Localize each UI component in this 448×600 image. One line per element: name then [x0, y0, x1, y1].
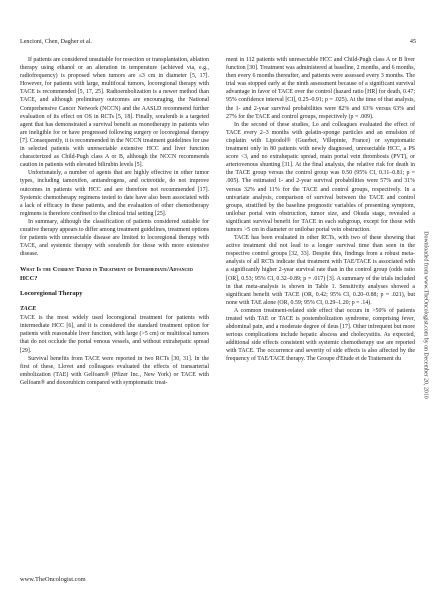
download-watermark-text: Downloaded from www.TheOncologist.com by on December 20, 2010 — [423, 231, 429, 399]
subheading: Locoregional Therapy — [20, 290, 83, 298]
download-watermark — [421, 120, 431, 510]
paragraph: ment in 112 patients with unresectable HCC and Child-Pugh class A or B liver function [30]. Treatment was administered at baseline, 2 months, and 6 months, then every 6 months thereafter, and patients were assessed every 3 months. The trial was stopped early at the ninth assessment because of a significant survival advantage in favor of TACE over the control (hazard ratio [HR] for death, 0.47; 95% confidence interval [CI], 0.25–0.91; p = .025). At the time of that analysis, the 1- and 2-year survival probabilities were 82% and 63% versus 63% and 27% for the TACE and control groups, respectively (p = .009). — [226, 57, 415, 120]
subsubheading: TACE — [20, 305, 37, 313]
paragraph: In the second of these studies, Lo and colleagues evaluated the effect of TACE every 2–3 months with gelatin-sponge particles and an emulsion of cisplatin with Lipiodol® (Guerbet, Villepinte, France) or symptomatic treatment only in 80 patients with newly diagnosed, unresectable HCC, a PS score <3, and no extrahepatic spread, main portal vein thrombosis (PVT), or arteriovenous shunting [31]. At the final analysis, the relative risk for death in the TACE group versus the control group was 0.50 (95% CI, 0.31–0.81; p = .005). The estimated 1- and 2-year survival probabilities were 57% and 31% versus 32% and 11% for the TACE and control groups, respectively. In a univariate analysis, comparison of survival between the TACE and control groups, stratified by the baseline prognostic variables of presenting symptom, unilobar portal vein obstruction, tumor size, and Okuda stage, revealed a significant survival benefit for TACE in each subgroup, except for those with tumors >5 cm in diameter or unilobar portal vein obstruction. — [226, 121, 415, 233]
paragraph: A common treatment-related side effect that occurs in >50% of patients treated with TAE or TACE is postembolization syndrome, comprising fever, abdominal pain, and a moderate degree of ileus [17]. Other infrequent but more serious complications include hepatic abscess and cholecystitis. As expected, additional side effects consistent with systemic chemotherapy use are reported with TACE. The occurrence and severity of side effects is also affected by the frequency of TAE/TACE therapy. The Groupe d'Etude et de Traitement du — [226, 307, 415, 363]
right-column — [226, 56, 415, 364]
paragraph: In summary, although the classification of patients considered suitable for curative therapy appears to differ among treatment guidelines, treatment options for patients with unresectable disease are limited to locoregional therapy with TACE, and systemic therapy with sorafenib for those with more extensive disease. — [20, 218, 209, 258]
section-heading: What Is the Current Trend in Treatment of Intermediate/Advanced HCC? — [20, 266, 193, 282]
paragraph: Unfortunately, a number of agents that are highly effective in other tumor types, including tamoxifen, antiandrogens, and octreotide, do not improve outcomes in patients with HCC and are therefore not recommended [17]. Systemic chemotherapy regimens tested to date have also been associated with a lack of efficacy in these patients, and the evaluation of other chemotherapy regimens is therefore confined to the clinical trial setting [25]. — [20, 170, 209, 217]
paragraph: TACE has been evaluated in other RCTs, with two of these showing that active treatment did not lead to a longer survival time than seen in the respective control groups [32, 33]. Despite this, findings from a robust meta-analysis of all RCTs indicate that treatment with TAE/TACE is associated with a significantly higher 2-year survival rate than in the control group (odds ratio [OR], 0.53; 95% CI, 0.32–0.89; p = .017) [3]. A summary of the trials included in that meta-analysis is shown in Table 1. Sensitivity analyses showed a significant benefit with TACE (OR, 0.42; 95% CI, 0.20–0.88; p = .021), but none with TAE alone (OR, 0.59; 95% CI, 0.29–1.20; p = .14). — [226, 235, 415, 306]
paragraph: If patients are considered unsuitable for resection or transplantation, ablation therapy using ethanol or an alteration in temperature (achieved via, e.g., radiofrequency) is proposed when tumors are ≤3 cm in diameter [5, 17]. However, for patients with large, multifocal tumors, locoregional therapy with TACE is recommended [5, 17, 25]. Radioembolization is a newer method than TACE, and although preliminary outcomes are encouraging, the National Comprehensive Cancer Network (NCCN) and the AASLD recommend further evaluation of its effect on OS in RCTs [5, 18]. Finally, sorafenib is a targeted agent that has demonstrated a survival benefit as monotherapy in patients who are ineligible for or have progressed following surgery or locoregional therapy [7]. Consequently, it is recommended in the NCCN treatment guidelines for use in selected patients with unresectable extensive HCC and liver function characterized as Child-Pugh class A or B, although the NCCN recommends caution in patients with elevated bilirubin levels [5]. — [20, 57, 209, 169]
footer-url[interactable]: www.TheOncologist.com — [20, 576, 86, 583]
paragraph: TACE is the most widely used locoregional treatment for patients with intermediate HCC [6], and it is considered the standard treatment option for patients with reasonable liver function, with large (>5 cm) or multifocal tumors that do not occlude the portal venous vessels, and without extrahepatic spread [29]. — [20, 315, 209, 354]
left-column — [20, 56, 209, 387]
running-header-authors: Lencioni, Chen, Dagher et al. — [20, 39, 92, 45]
page-number: 45 — [409, 39, 416, 45]
paragraph: Survival benefits from TACE were reported in two RCTs [30, 31]. In the first of these, Llovet and colleagues evaluated the effects of transarterial embolization (TAE) with Gelfoam® (Pfizer Inc., New York) or TACE with Gelfoam® and doxorubicin compared with symptomatic treat- — [20, 355, 209, 386]
running-header — [20, 37, 416, 47]
